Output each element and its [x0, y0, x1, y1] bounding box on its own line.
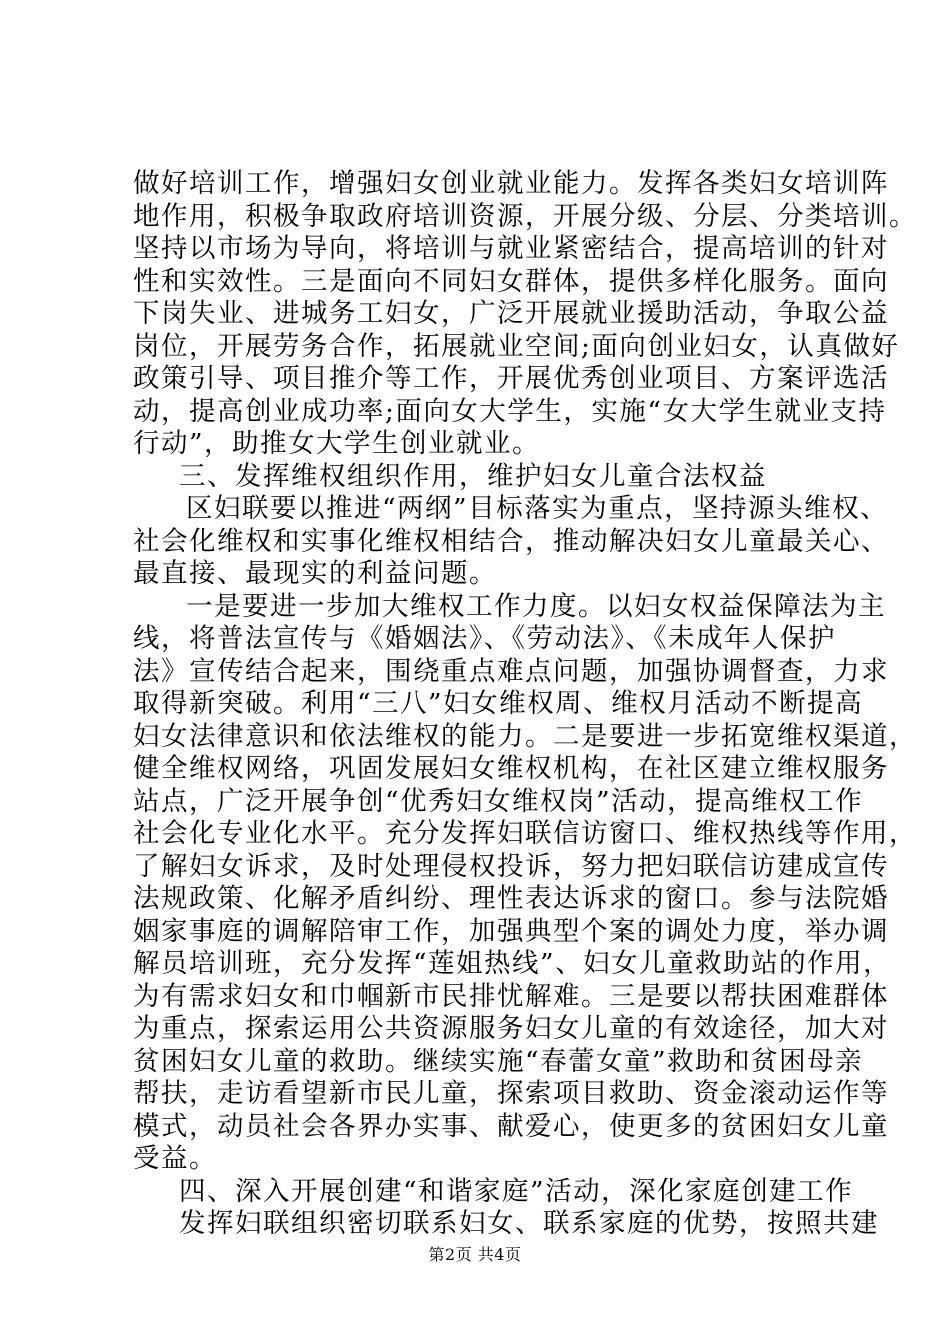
text-line: 区妇联要以推进“两纲”目标落实为重点，坚持源头维权、 [186, 493, 889, 524]
text-line: 受益。 [133, 1143, 217, 1174]
document-body [133, 168, 917, 1241]
page-number-footer: 第2页 共4页 [428, 1245, 522, 1264]
heading-line: 三、发挥维权组织作用，维护妇女儿童合法权益 [179, 460, 767, 492]
text-line: 动，提高创业成功率;面向女大学生，实施“女大学生就业支持 [133, 395, 887, 427]
text-line: 法规政策、化解矛盾纠纷、理性表达诉求的窗口。参与法院婚 [133, 883, 889, 914]
text-line: 取得新突破。利用“三八”妇女维权周、维权月活动不断提高 [133, 688, 864, 719]
section-heading-3 [133, 461, 833, 494]
text-line: 性和实效性。三是面向不同妇女群体，提供多样化服务。面向 [133, 265, 889, 297]
text-line: 帮扶，走访看望新市民儿童，探索项目救助、资金滚动运作等 [133, 1078, 889, 1109]
text-line: 为重点，探索运用公共资源服务妇女儿童的有效途径，加大对 [133, 1013, 889, 1044]
heading-line: 四、深入开展创建“和谐家庭”活动，深化家庭创建工作 [179, 1175, 854, 1207]
paragraph-rights-intro [133, 493, 889, 591]
text-line: 岗位，开展劳务合作，拓展就业空间;面向创业妇女，认真做好 [133, 330, 900, 362]
paragraph-rights-detail [133, 590, 917, 1176]
text-line: 线，将普法宣传与《婚姻法》、《劳动法》、《未成年人保护 [133, 623, 836, 654]
text-line: 发挥妇联组织密切联系妇女、联系家庭的优势，按照共建 [179, 1208, 879, 1239]
text-line: 贫困妇女儿童的救助。继续实施“春蕾女童”救助和贫困母亲 [133, 1045, 864, 1077]
text-line: 模式，动员社会各界办实事、献爱心，使更多的贫困妇女儿童 [133, 1110, 889, 1142]
section-heading-4 [133, 1175, 854, 1209]
text-line: 解员培训班，充分发挥“莲姐热线”、妇女儿童救助站的作用， [133, 948, 892, 979]
text-line: 做好培训工作，增强妇女创业就业能力。发挥各类妇女培训阵 [133, 168, 889, 199]
text-line: 站点，广泛开展争创“优秀妇女维权岗”活动，提高维权工作 [133, 785, 864, 817]
text-line: 妇女法律意识和依法维权的能力。二是要进一步拓宽维权渠道， [133, 720, 917, 752]
text-line: 最直接、最现实的利益问题。 [133, 558, 497, 589]
text-line: 坚持以市场为导向，将培训与就业紧密结合，提高培训的针对 [133, 233, 889, 264]
paragraph-family [133, 1208, 879, 1241]
text-line: 社会化维权和实事化维权相结合，推动解决妇女儿童最关心、 [133, 525, 889, 557]
text-line: 政策引导、项目推介等工作，开展优秀创业项目、方案评选活 [133, 363, 889, 394]
text-line: 地作用，积极争取政府培训资源，开展分级、分层、分类培训。 [133, 200, 917, 232]
text-line: 社会化专业化水平。充分发挥妇联信访窗口、维权热线等作用， [133, 818, 917, 849]
text-line: 了解妇女诉求，及时处理侵权投诉，努力把妇联信访建成宣传 [133, 850, 889, 882]
text-line: 姻家事庭的调解陪审工作，加强典型个案的调处力度，举办调 [133, 915, 889, 947]
text-line: 下岗失业、进城务工妇女，广泛开展就业援助活动，争取公益 [133, 298, 889, 329]
text-line: 健全维权网络，巩固发展妇女维权机构，在社区建立维权服务 [133, 753, 889, 784]
paragraph-training [133, 168, 917, 461]
text-line: 行动”，助推女大学生创业就业。 [133, 428, 541, 459]
text-line: 一是要进一步加大维权工作力度。以妇女权益保障法为主 [186, 590, 886, 622]
text-line: 为有需求妇女和巾帼新市民排忧解难。三是要以帮扶困难群体 [133, 980, 889, 1012]
text-line: 法》宣传结合起来，围绕重点难点问题，加强协调督查，力求 [133, 655, 889, 687]
